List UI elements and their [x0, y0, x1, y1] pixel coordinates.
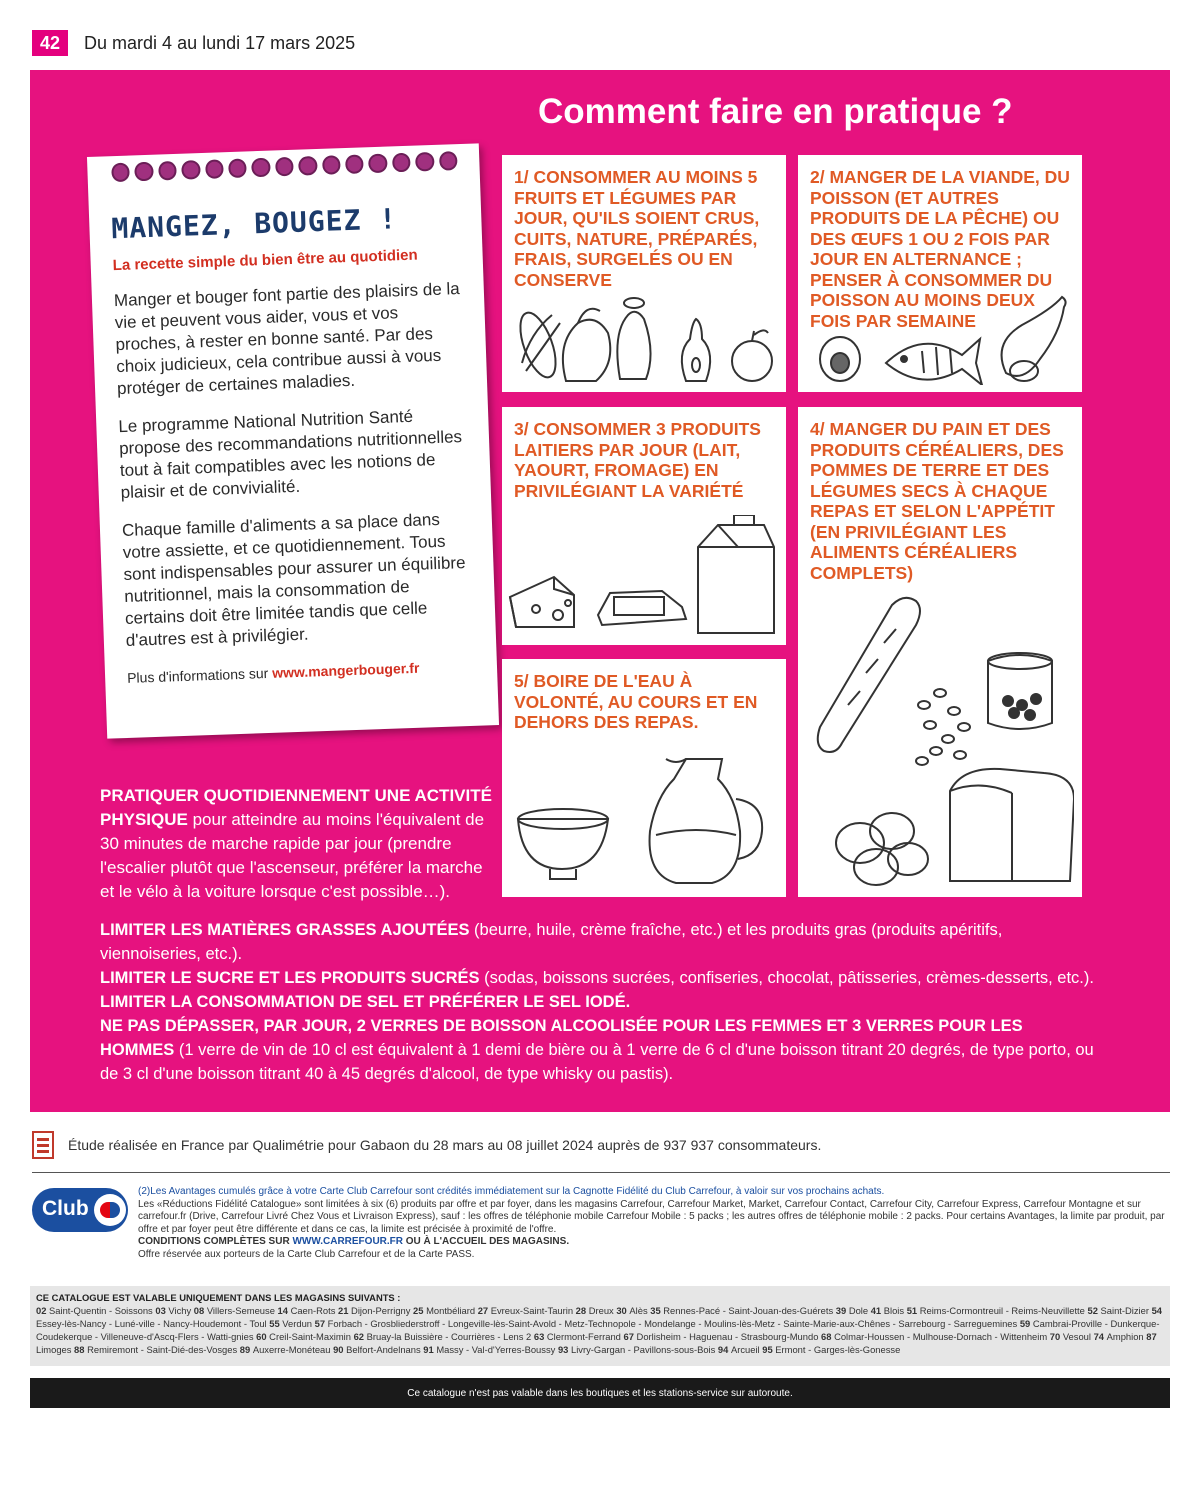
- ring-icon: [439, 151, 458, 171]
- ring-icon: [345, 154, 364, 174]
- store-names: Creil-Saint-Maximin: [269, 1331, 354, 1342]
- store-entry: [278, 1305, 338, 1316]
- store-names: Essey-lès-Nancy - Luné-ville - Nancy-Houdemont - Toul: [36, 1318, 270, 1329]
- store-entry: [762, 1344, 900, 1355]
- store-entry: [240, 1344, 333, 1355]
- tip-text: 2/ MANGER DE LA VIANDE, DU POISSON (ET AUTRES PRODUITS DE LA PÊCHE) OU DES ŒUFS 1 OU 2 FOIS PAR JOUR EN ALTERNANCE ; PENSER À CONSOMMER DU POISSON AU MOINS DEUX FOIS PAR SEMAINE: [810, 167, 1070, 331]
- store-code: 41: [870, 1305, 884, 1316]
- store-code: 88: [74, 1344, 88, 1355]
- divider: [32, 1172, 1170, 1173]
- store-code: 94: [717, 1344, 731, 1355]
- fruits-vegetables-illustration: [516, 293, 778, 385]
- store-code: 89: [239, 1344, 253, 1355]
- activity-heading: PRATIQUER QUOTIDIENNEMENT UNE ACTIVITÉ PHYSIQUE: [100, 786, 492, 829]
- store-entry: [871, 1305, 907, 1316]
- ring-icon: [392, 153, 411, 173]
- store-names: Caen-Rots: [290, 1305, 338, 1316]
- note-title: MANGEZ, BOUGEZ !: [110, 202, 398, 246]
- store-names: Belfort-Andelnans: [346, 1344, 424, 1355]
- store-entry: [354, 1331, 534, 1342]
- more-info-prefix: Plus d'informations sur: [126, 664, 273, 686]
- store-entry: [155, 1305, 193, 1316]
- conditions-suffix: OU À L'ACCUEIL DES MAGASINS.: [403, 1236, 570, 1247]
- store-names: Ermont - Garges-lès-Gonesse: [775, 1344, 901, 1355]
- store-names: Dorlisheim - Haguenau - Strasbourg-Mundo: [636, 1331, 822, 1342]
- store-code: 08: [193, 1305, 207, 1316]
- store-names: Colmar-Houssen - Mulhouse-Dornach - Wittenheim: [834, 1331, 1050, 1342]
- meat-fish-eggs-illustration: [812, 293, 1074, 385]
- ring-icon: [158, 161, 177, 181]
- conditions-prefix: CONDITIONS COMPLÈTES SUR: [138, 1236, 293, 1247]
- tip-box-bread-cereals: [798, 407, 1082, 897]
- notepad-card: [87, 143, 499, 738]
- footer-bar: [30, 1378, 1170, 1408]
- store-code: 03: [155, 1305, 169, 1316]
- store-code: 57: [314, 1318, 328, 1329]
- date-range: Du mardi 4 au lundi 17 mars 2025: [84, 32, 356, 53]
- bread-cereals-illustration: [812, 595, 1074, 891]
- store-entry: [576, 1305, 617, 1316]
- store-code: 35: [650, 1305, 664, 1316]
- store-entry: [1050, 1331, 1094, 1342]
- store-entry: [558, 1344, 718, 1355]
- store-entry: [624, 1331, 822, 1342]
- dairy-illustration: [506, 515, 782, 637]
- store-names: Arcueil: [730, 1344, 763, 1355]
- store-code: 55: [269, 1318, 283, 1329]
- store-code: 87: [1146, 1331, 1157, 1342]
- store-code: 21: [338, 1305, 352, 1316]
- store-entry: [1094, 1331, 1147, 1342]
- note-paragraph: Manger et bouger font partie des plaisirs de la vie et peuvent vous aider, vous et vos proches, à rester en bonne santé. Par des choix judicieux, cela contribue aussi à vous protéger de certaines maladies.: [113, 279, 460, 399]
- note-subtitle: La recette simple du bien être au quotidien: [112, 246, 418, 275]
- club-logo-text: Club: [42, 1197, 89, 1220]
- tip-box-fruits-vegetables: [502, 155, 786, 392]
- store-names: Verdun: [282, 1318, 315, 1329]
- store-names: Dole: [848, 1305, 871, 1316]
- page-header: [32, 30, 355, 56]
- store-code: 14: [277, 1305, 291, 1316]
- store-names: Vesoul: [1062, 1331, 1094, 1342]
- store-code: 27: [477, 1305, 491, 1316]
- store-names: Saint-Dizier: [1100, 1305, 1152, 1316]
- limit-alcohol-heading: NE PAS DÉPASSER, PAR JOUR, 2 VERRES DE BOISSON ALCOOLISÉE POUR LES FEMMES ET 3 VERRES POUR LES HOMMES: [100, 1017, 1023, 1059]
- store-names: Limoges: [36, 1344, 75, 1355]
- store-entry: [616, 1305, 650, 1316]
- store-names: Cambrai-Proville - Dunkerque-Coudekerque - Villeneuve-d'Ascq-Flers - Watti-gnies: [36, 1318, 1160, 1342]
- store-entry: [821, 1331, 1050, 1342]
- store-names: Clermont-Ferrand: [546, 1331, 624, 1342]
- store-code: 59: [1019, 1318, 1033, 1329]
- store-code: 70: [1049, 1331, 1063, 1342]
- club-carrefour-logo: [32, 1188, 128, 1232]
- store-names: Alès: [629, 1305, 651, 1316]
- limit-sugar-text: (sodas, boissons sucrées, confiseries, chocolat, pâtisseries, crèmes-desserts, etc.).: [479, 969, 1094, 987]
- store-names: Massy - Val-d'Yerres-Boussy: [436, 1344, 558, 1355]
- activity-text: pour atteindre au moins l'équivalent de 30 minutes de marche rapide par jour (prendre l'escalier plutôt que l'ascenseur, préférer la marche et le vélo à la voiture lorsque c'est possible…).: [100, 810, 485, 901]
- footer-text: Ce catalogue n'est pas valable dans les boutiques et les stations-service sur autoroute.: [407, 1387, 793, 1399]
- store-code: 63: [533, 1331, 547, 1342]
- legal-line: Les «Réductions Fidélité Catalogue» sont limitées à six (6) produits par offre et par foyer, dans les magasins Carrefour, Carrefour Market, Market, Carrefour Contact, Carrefour City, Carrefour Express, Carrefour Montagne et sur carrefour.fr (Drive, Carrefour Livré Chez Vous et Livraison Express), sauf : les offres de téléphonie mobile Carrefour Mobile : 5 packs ; les autres offres de téléphonie mobile : 2 packs. Pour certains Avantages, la limite par produit, par offre et par foyer peut être différente et dans ce cas, la limite est précisée à proximité de l'offre.: [138, 1198, 1165, 1235]
- store-code: 91: [423, 1344, 437, 1355]
- store-code: 54: [1151, 1305, 1163, 1316]
- ring-icon: [228, 158, 247, 178]
- store-names: Remiremont - Saint-Dié-des-Vosges: [87, 1344, 240, 1355]
- limit-salt: [100, 990, 1100, 1014]
- ring-icon: [322, 155, 341, 175]
- mangerbouger-link[interactable]: www.mangerbouger.fr: [271, 659, 420, 681]
- store-names: Saint-Quentin - Soissons: [49, 1305, 156, 1316]
- store-code: 02: [36, 1305, 50, 1316]
- store-code: 67: [623, 1331, 637, 1342]
- store-names: Villers-Semeuse: [206, 1305, 278, 1316]
- store-code: 60: [256, 1331, 270, 1342]
- store-list: [36, 1304, 1164, 1356]
- limit-sugar-heading: LIMITER LE SUCRE ET LES PRODUITS SUCRÉS: [100, 969, 480, 987]
- main-title: Comment faire en pratique ?: [538, 92, 1013, 131]
- water-illustration: [516, 755, 778, 891]
- legal-notice: [138, 1186, 1172, 1261]
- store-entry: [423, 1344, 558, 1355]
- store-names: Dijon-Perrigny: [351, 1305, 414, 1316]
- store-entry: [74, 1344, 240, 1355]
- tip-box-meat-fish-eggs: [798, 155, 1082, 392]
- store-entry: [269, 1318, 314, 1329]
- store-names: Bruay-la Buissière - Courrières - Lens 2: [366, 1331, 534, 1342]
- limit-alcohol: [100, 1014, 1100, 1086]
- ring-icon: [205, 159, 224, 179]
- store-entry: [650, 1305, 836, 1316]
- ring-icon: [252, 158, 271, 178]
- tip-box-water: [502, 659, 786, 897]
- store-code: 68: [821, 1331, 835, 1342]
- ring-icon: [135, 162, 154, 182]
- ring-icon: [415, 152, 434, 172]
- store-names: Montbéliard: [426, 1305, 478, 1316]
- clipboard-icon: [32, 1131, 54, 1159]
- carrefour-icon: [94, 1194, 126, 1226]
- limit-sugar: [100, 966, 1100, 990]
- store-entry: [315, 1318, 1020, 1329]
- store-code: 52: [1087, 1305, 1101, 1316]
- tip-text: 5/ BOIRE DE L'EAU À VOLONTÉ, AU COURS ET EN DEHORS DES REPAS.: [514, 671, 758, 732]
- store-names: Reims-Cormontreuil - Reims-Neuvillette: [919, 1305, 1088, 1316]
- ring-icon: [369, 154, 388, 174]
- survey-note: [32, 1128, 1172, 1162]
- store-code: 62: [353, 1331, 367, 1342]
- store-entry: [534, 1331, 624, 1342]
- store-list-title: CE CATALOGUE EST VALABLE UNIQUEMENT DANS LES MAGASINS SUIVANTS :: [36, 1292, 401, 1303]
- tip-box-dairy: [502, 407, 786, 645]
- legal-conditions: [138, 1236, 1172, 1249]
- store-entry: [256, 1331, 353, 1342]
- store-code: 93: [557, 1344, 571, 1355]
- physical-activity-advice: [100, 784, 495, 904]
- store-code: 51: [906, 1305, 920, 1316]
- store-names: Rennes-Pacé - Saint-Jouan-des-Guérets: [663, 1305, 836, 1316]
- store-names: Forbach - Grosbliederstroff - Longeville-lès-Saint-Avold - Metz-Technopole - Mondelange - Moulins-lès-Metz - Sainte-Marie-aux-Chênes - Sarrebourg - Sarreguemines: [327, 1318, 1020, 1329]
- note-paragraph: Chaque famille d'aliments a sa place dans votre assiette, et ce quotidiennement. Tous sont indispensables pour assurer un équilibre nutritionnel, mais la consommation de certains doit être limitée tandis que celle d'autres est à privilégier.: [121, 509, 466, 650]
- tip-text: 4/ MANGER DU PAIN ET DES PRODUITS CÉRÉALIERS, DES POMMES DE TERRE ET DES LÉGUMES SECS À CHAQUE REPAS ET SELON L'APPÉTIT (EN PRIVILÉGIANT LES ALIMENTS CÉRÉALIERS COMPLETS): [810, 419, 1064, 583]
- store-entry: [338, 1305, 413, 1316]
- ring-icon: [275, 157, 294, 177]
- store-names: Evreux-Saint-Taurin: [490, 1305, 576, 1316]
- limit-fats-heading: LIMITER LES MATIÈRES GRASSES AJOUTÉES: [100, 921, 470, 939]
- limit-fats-text: (beurre, huile, crème fraîche, etc.) et les produits gras (produits apéritifs, viennoiseries, etc.).: [100, 921, 1003, 963]
- ring-icon: [111, 163, 130, 183]
- store-entry: [478, 1305, 576, 1316]
- note-paragraph: Le programme National Nutrition Santé propose des recommandations nutritionnelles tout à fait compatibles avec les notions de plaisir et de convivialité.: [118, 406, 463, 503]
- store-entry: [718, 1344, 762, 1355]
- store-entry: [907, 1305, 1088, 1316]
- store-entry: [36, 1305, 155, 1316]
- ring-icon: [181, 160, 200, 180]
- limit-fats: [100, 918, 1100, 966]
- tip-text: 3/ CONSOMMER 3 PRODUITS LAITIERS PAR JOUR (LAIT, YAOURT, FROMAGE) EN PRIVILÉGIANT LA VARIÉTÉ: [514, 419, 761, 501]
- store-code: 95: [762, 1344, 776, 1355]
- store-names: Vichy: [168, 1305, 194, 1316]
- legal-line: Offre réservée aux porteurs de la Carte Club Carrefour et de la Carte PASS.: [138, 1248, 475, 1260]
- page-number: 42: [32, 30, 68, 56]
- limit-alcohol-text: (1 verre de vin de 10 cl est équivalent à 1 demi de bière ou à 1 verre de 6 cl d'une boisson titrant 20 degrés, de type porto, ou de 3 cl d'une boisson titrant 40 à 45 degrés d'alcool, de type whisky ou pastis).: [100, 1041, 1094, 1083]
- store-names: Auxerre-Monéteau: [252, 1344, 334, 1355]
- store-code: 39: [835, 1305, 849, 1316]
- store-code: 25: [413, 1305, 427, 1316]
- store-entry: [333, 1344, 423, 1355]
- store-code: 28: [575, 1305, 589, 1316]
- store-entry: [194, 1305, 278, 1316]
- store-names: Dreux: [588, 1305, 617, 1316]
- store-entry: [413, 1305, 478, 1316]
- limits-advice: [100, 918, 1100, 1086]
- store-names: Blois: [883, 1305, 907, 1316]
- legal-line: (2)Les Avantages cumulés grâce à votre Carte Club Carrefour sont crédités immédiatement sur la Cagnotte Fidélité du Club Carrefour, à valoir sur vos prochains achats.: [138, 1186, 885, 1197]
- limit-salt-heading: LIMITER LA CONSOMMATION DE SEL ET PRÉFÉRER LE SEL IODÉ.: [100, 993, 631, 1011]
- store-names: Amphion: [1106, 1331, 1147, 1342]
- store-entry: [836, 1305, 871, 1316]
- store-entry: [1087, 1305, 1151, 1316]
- tip-text: 1/ CONSOMMER AU MOINS 5 FRUITS ET LÉGUMES PAR JOUR, QU'ILS SOIENT CRUS, CUITS, NATURE, PRÉPARÉS, FRAIS, SURGELÉS OU EN CONSERVE: [514, 167, 760, 290]
- survey-text: Étude réalisée en France par Qualimétrie pour Gabaon du 28 mars au 08 juillet 2024 auprès de 937 937 consommateurs.: [68, 1137, 822, 1153]
- more-info: [127, 658, 475, 686]
- carrefour-link[interactable]: WWW.CARREFOUR.FR: [292, 1236, 403, 1247]
- ring-icon: [298, 156, 317, 176]
- store-list-box: [30, 1286, 1170, 1366]
- store-code: 90: [333, 1344, 347, 1355]
- store-code: 30: [616, 1305, 630, 1316]
- store-names: Livry-Gargan - Pavillons-sous-Bois: [570, 1344, 718, 1355]
- store-code: 74: [1093, 1331, 1107, 1342]
